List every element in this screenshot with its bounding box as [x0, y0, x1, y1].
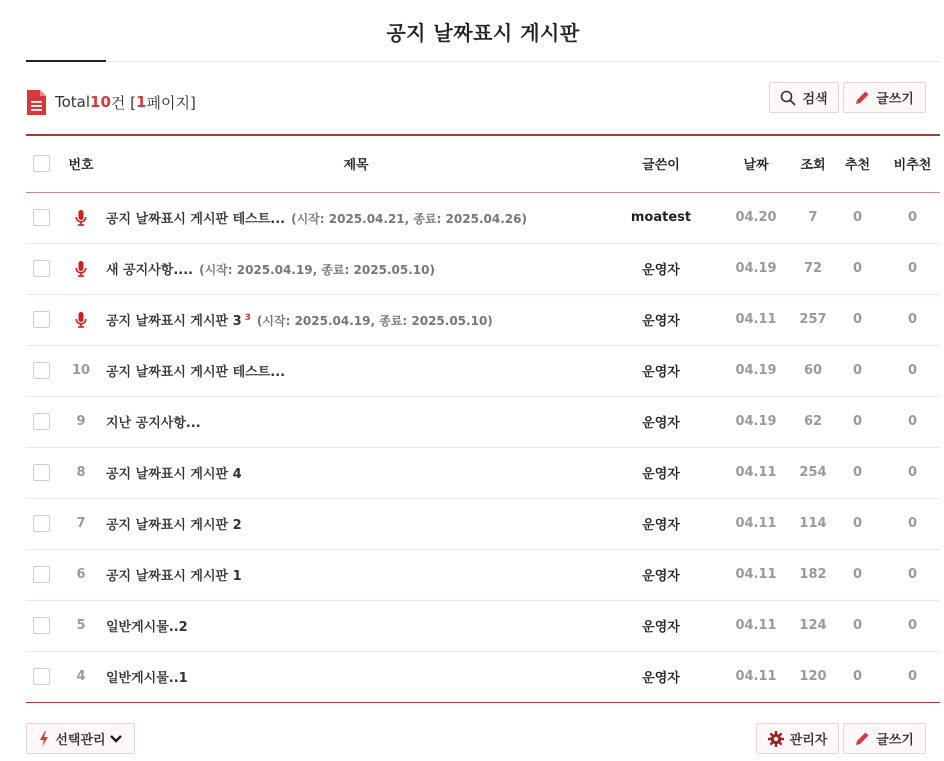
number-cell: [56, 396, 106, 447]
date-cell: 04.11: [716, 600, 796, 651]
row-checkbox[interactable]: [33, 362, 50, 379]
pencil-icon: [855, 90, 870, 105]
subject-cell: [106, 498, 606, 549]
author-cell[interactable]: 운영자: [606, 243, 716, 294]
subject-cell: [106, 396, 606, 447]
notice-period: (시작: 2025.04.19, 종료: 2025.05.10): [256, 314, 493, 328]
microphone-icon: [75, 261, 87, 277]
views-cell: 182: [796, 549, 830, 600]
col-number: 번호: [56, 136, 106, 192]
table-row[interactable]: [26, 498, 940, 549]
title-underline: [26, 60, 106, 62]
not-recommend-cell: 0: [885, 294, 940, 345]
subject-cell: [106, 600, 606, 651]
subject-cell: [106, 651, 606, 702]
recommend-cell: 0: [830, 600, 885, 651]
author-cell[interactable]: 운영자: [606, 447, 716, 498]
table-row[interactable]: [26, 651, 940, 702]
chevron-down-icon: [110, 734, 122, 744]
not-recommend-cell: 0: [885, 498, 940, 549]
views-cell: 124: [796, 600, 830, 651]
write-button-bottom[interactable]: [843, 723, 926, 754]
col-author: 글쓴이: [606, 136, 716, 192]
write-button-top[interactable]: [843, 82, 926, 113]
views-cell: 254: [796, 447, 830, 498]
post-title-link[interactable]: 지난 공지사항...: [106, 416, 201, 431]
row-checkbox[interactable]: [33, 260, 50, 277]
views-cell: 7: [796, 192, 830, 243]
date-cell: 04.19: [716, 396, 796, 447]
post-number: 10: [71, 363, 91, 378]
subject-cell: [106, 447, 606, 498]
views-cell: 72: [796, 243, 830, 294]
row-checkbox[interactable]: [33, 209, 50, 226]
table-row[interactable]: [26, 549, 940, 600]
post-number: 4: [76, 669, 86, 685]
post-title-link[interactable]: 공지 날짜표시 게시판 테스트...: [106, 365, 286, 380]
row-checkbox[interactable]: [33, 668, 50, 685]
not-recommend-cell: 0: [885, 600, 940, 651]
row-checkbox[interactable]: [33, 617, 50, 634]
row-checkbox[interactable]: [33, 464, 50, 481]
gear-icon: [768, 731, 784, 747]
post-number: 8: [76, 465, 86, 480]
table-header-row: [26, 136, 940, 192]
row-checkbox[interactable]: [33, 566, 50, 583]
count-unit: 건 [: [110, 93, 137, 112]
date-cell: 04.19: [716, 345, 796, 396]
total-count: 10: [90, 93, 111, 111]
not-recommend-cell: 0: [885, 243, 940, 294]
row-checkbox[interactable]: [33, 311, 50, 328]
table-row[interactable]: [26, 294, 940, 345]
date-cell: 04.20: [716, 192, 796, 243]
subject-cell: [106, 549, 606, 600]
pencil-icon: [855, 731, 870, 746]
page-unit: 페이지]: [146, 93, 196, 112]
row-checkbox[interactable]: [33, 515, 50, 532]
col-recommend: 추천: [830, 136, 885, 192]
page-number: 1: [136, 93, 147, 111]
number-cell: [56, 243, 106, 294]
col-date: 날짜: [716, 136, 796, 192]
board-table: [26, 134, 940, 703]
number-cell: [56, 345, 106, 396]
recommend-cell: 0: [830, 192, 885, 243]
lightning-icon: [39, 731, 49, 747]
views-cell: 114: [796, 498, 830, 549]
document-icon: [27, 90, 46, 115]
subject-cell: [106, 345, 606, 396]
number-cell: [56, 447, 106, 498]
not-recommend-cell: 0: [885, 396, 940, 447]
table-row[interactable]: [26, 447, 940, 498]
author-cell[interactable]: 운영자: [606, 345, 716, 396]
date-cell: 04.11: [716, 294, 796, 345]
post-title-link[interactable]: 공지 날짜표시 게시판 3: [106, 314, 242, 329]
post-number: 7: [76, 516, 86, 531]
author-cell[interactable]: 운영자: [606, 549, 716, 600]
views-cell: 60: [796, 345, 830, 396]
post-title-link[interactable]: 일반게시물..1: [106, 671, 188, 687]
subject-cell: [106, 243, 606, 294]
date-cell: 04.11: [716, 498, 796, 549]
date-cell: 04.11: [735, 669, 777, 685]
post-title-link[interactable]: 새 공지사항....: [106, 263, 194, 278]
recommend-cell: 0: [830, 294, 885, 345]
date-cell: 04.19: [716, 243, 796, 294]
recommend-cell: 0: [852, 669, 863, 685]
number-cell: [56, 498, 106, 549]
number-cell: [56, 549, 106, 600]
select-manage-label: 선택관리: [55, 733, 106, 748]
recommend-cell: 0: [830, 549, 885, 600]
search-button[interactable]: [769, 82, 839, 113]
post-title-link[interactable]: 공지 날짜표시 게시판 1: [106, 569, 242, 584]
author-cell[interactable]: 운영자: [642, 671, 680, 687]
post-title-link[interactable]: 공지 날짜표시 게시판 2: [106, 518, 242, 533]
select-manage-button[interactable]: [26, 723, 135, 754]
notice-period: (시작: 2025.04.21, 종료: 2025.04.26): [291, 212, 527, 226]
author-cell[interactable]: moatest: [606, 192, 716, 243]
post-number: 9: [76, 414, 86, 429]
title-bar: [26, 0, 940, 62]
microphone-icon: [75, 210, 87, 226]
recommend-cell: 0: [830, 396, 885, 447]
col-views: 조회: [796, 136, 830, 192]
subject-cell: [106, 192, 606, 243]
admin-label: 관리자: [789, 733, 828, 748]
post-number: 6: [76, 567, 86, 582]
total-label: Total: [55, 93, 91, 111]
number-cell: [56, 192, 106, 243]
not-recommend-cell: 0: [885, 447, 940, 498]
select-all-checkbox[interactable]: [33, 155, 50, 172]
post-title-link[interactable]: 일반게시물..2: [106, 620, 188, 635]
views-cell: 257: [796, 294, 830, 345]
search-label: 검색: [802, 92, 828, 107]
not-recommend-cell: 0: [885, 192, 940, 243]
views-cell: 120: [799, 669, 827, 685]
notice-period: (시작: 2025.04.19, 종료: 2025.05.10): [199, 263, 435, 277]
author-cell[interactable]: 운영자: [606, 396, 716, 447]
write-label: 글쓰기: [876, 92, 914, 107]
author-cell[interactable]: 운영자: [606, 600, 716, 651]
views-cell: 62: [796, 396, 830, 447]
table-row[interactable]: [26, 192, 940, 243]
row-checkbox[interactable]: [33, 413, 50, 430]
post-number: 5: [76, 618, 86, 633]
page-title: 공지 날짜표시 게시판: [386, 21, 580, 45]
recommend-cell: 0: [830, 447, 885, 498]
recommend-cell: 0: [830, 345, 885, 396]
recommend-cell: 0: [830, 243, 885, 294]
number-cell: [56, 600, 106, 651]
admin-button[interactable]: [756, 723, 839, 754]
col-not-recommend: 비추천: [885, 136, 940, 192]
table-row[interactable]: [26, 345, 940, 396]
date-cell: 04.11: [716, 549, 796, 600]
author-cell[interactable]: 운영자: [606, 498, 716, 549]
microphone-icon: [75, 312, 87, 328]
reply-count: 3: [244, 312, 251, 323]
search-icon: [780, 90, 796, 106]
not-recommend-cell: 0: [885, 345, 940, 396]
number-cell: [56, 651, 106, 702]
table-row[interactable]: [26, 600, 940, 651]
post-title-link[interactable]: 공지 날짜표시 게시판 테스트...: [106, 212, 286, 227]
table-row[interactable]: [26, 243, 940, 294]
write-label: 글쓰기: [876, 733, 914, 748]
table-row[interactable]: [26, 396, 940, 447]
not-recommend-cell: 0: [907, 669, 918, 685]
number-cell: [56, 294, 106, 345]
total-summary: [27, 88, 196, 116]
post-title-link[interactable]: 공지 날짜표시 게시판 4: [106, 467, 242, 482]
recommend-cell: 0: [830, 498, 885, 549]
col-subject: 제목: [106, 136, 606, 192]
author-cell[interactable]: 운영자: [606, 294, 716, 345]
not-recommend-cell: 0: [885, 549, 940, 600]
subject-cell: [106, 294, 606, 345]
date-cell: 04.11: [716, 447, 796, 498]
